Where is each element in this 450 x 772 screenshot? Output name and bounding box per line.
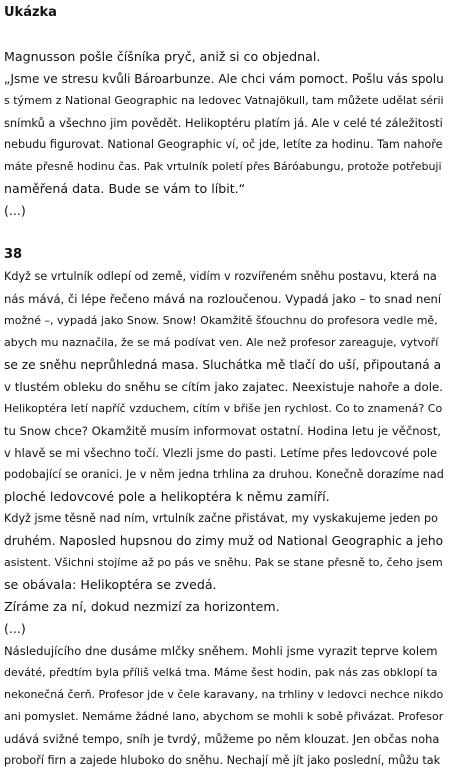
text-line: udává svižné tempo, sníh je tvrdý, můžeme po něm klouzat. Jen občas noha	[4, 732, 440, 746]
text-line: abych mu naznačila, že se má podívat ven. Ale než profesor zareaguje, vytvoří	[4, 336, 439, 349]
text-line: s týmem z National Geographic na ledovec Vatnajökull, tam můžete udělat sérii	[4, 94, 444, 107]
text-line: se ze sněhu neprůhledná masa. Sluchátka mě tlačí do uší, připoutaná a	[4, 358, 442, 372]
text-line: (...)	[4, 621, 26, 636]
text-line: Zíráme za ní, dokud nezmizí za horizontem.	[4, 599, 280, 614]
text-line: možné –, vypadá jako Snow. Snow! Okamžitě šťouchnu do profesora vedle mě,	[4, 314, 438, 327]
text-line: Magnusson pošle číšníka pryč, aniž si co objednal.	[4, 49, 321, 64]
section-title: Ukázka	[4, 5, 57, 20]
intro-passage	[4, 46, 444, 222]
chapter-number: 38	[4, 247, 23, 262]
text-line: podobající se oranici. Je v něm jedna trhlina za druhou. Konečně dorazíme nad	[4, 468, 444, 481]
text-line: Když jsme těsně nad ním, vrtulník začne přistávat, my vyskakujeme jeden po	[4, 512, 438, 525]
text-line: máte přesně hodinu čas. Pak vrtulník poletí přes Báróabungu, protože potřebuji	[4, 160, 442, 173]
chapter-passage	[4, 266, 444, 772]
text-line: „Jsme ve stresu kvůli Bároarbunze. Ale chci vám pomoct. Pošlu vás spolu	[4, 72, 444, 86]
text-line: deváté, předtím byla příliš velká tma. Máme šest hodin, pak nás zas obklopí ta	[4, 666, 438, 679]
text-line: nebudu figurovat. National Geographic ví, oč jde, letíte za hodinu. Tam nahoře	[4, 138, 443, 151]
text-line: Helikoptéra letí napříč vzduchem, cítím v břiše jen rychlost. Co to znamená? Co	[4, 402, 443, 415]
text-line: asistent. Všichni stojíme až po pás ve sněhu. Pak se stane přesně to, čeho jsem	[4, 556, 443, 569]
text-line: nekonečná čerň. Profesor jde v čele karavany, na trhliny v ledovci nechce nikdo	[4, 688, 444, 701]
text-line: snímků a všechno jim povědět. Helikoptéru platím já. Ale v celé té záležitosti	[4, 116, 443, 130]
spacer	[4, 222, 444, 244]
text-line: Následujícího dne dusáme mlčky sněhem. Mohli jsme vyrazit teprve kolem	[4, 644, 438, 658]
text-line: v hlavě se mi všechno točí. Vlezli jsme do pasti. Letíme přes ledovcové pole	[4, 446, 437, 460]
text-line: druhém. Naposled hupsnou do zimy muž od National Geographic a jeho	[4, 534, 444, 548]
text-line: v tlustém obleku do sněhu se cítím jako zajatec. Neexistuje nahoře a dole.	[4, 380, 443, 394]
text-line: (...)	[4, 203, 26, 218]
spacer	[4, 24, 444, 46]
text-line: ani pomyslet. Nemáme žádné lano, abychom se mohli k sobě přivázat. Profesor	[4, 710, 444, 723]
text-line: proboří firn a zajede hluboko do sněhu. Nechají mě jít jako poslední, můžu tak	[4, 754, 441, 767]
text-line: Když se vrtulník odlepí od země, vidím v rozvířeném sněhu postavu, která na	[4, 270, 437, 283]
text-line: nás mává, či lépe řečeno mává na rozloučenou. Vypadá jako – to snad není	[4, 292, 442, 306]
text-line: se obávala: Helikoptéra se zvedá.	[4, 577, 217, 592]
text-line: tu Snow chce? Okamžitě musím informovat ostatní. Hodina letu je věčnost,	[4, 424, 441, 438]
text-line: ploché ledovcové pole a helikoptéra k němu zamíří.	[4, 489, 330, 504]
text-line: naměřená data. Bude se vám to líbit.“	[4, 181, 246, 196]
